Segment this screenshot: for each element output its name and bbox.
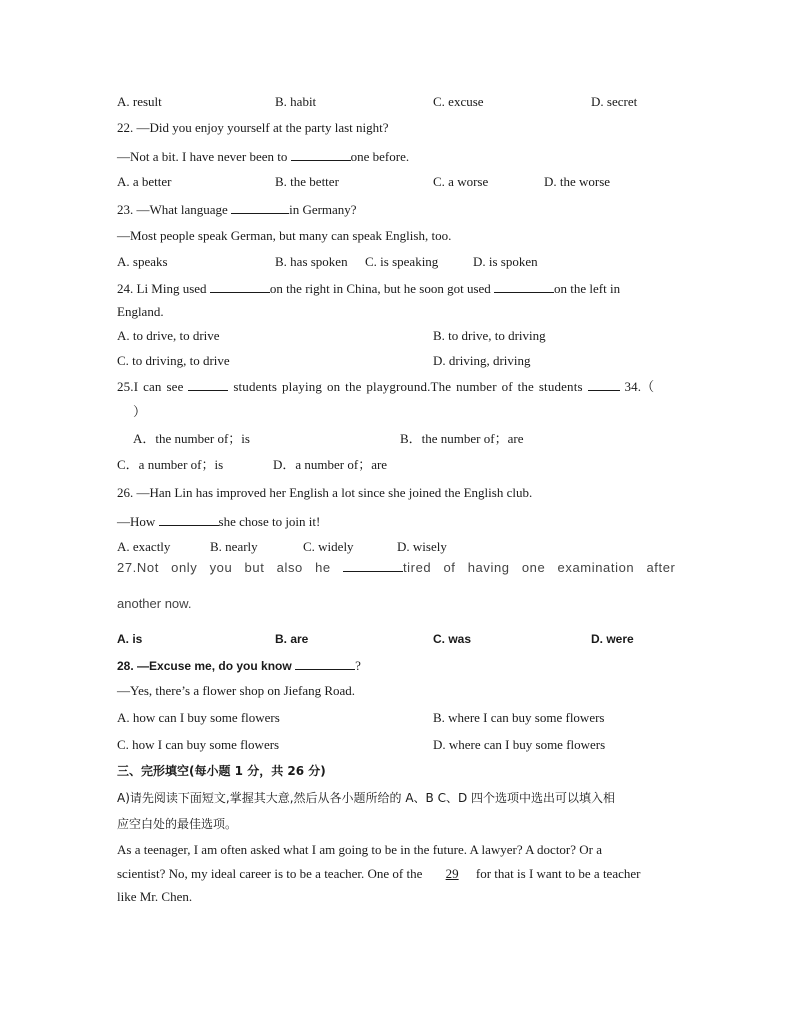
q25-stem-a: 25.I can see [117, 379, 189, 394]
q25-option-b[interactable]: B．the number of；are [400, 431, 524, 446]
q23-stem [117, 201, 357, 218]
passage-line3: like Mr. Chen. [117, 889, 193, 904]
q21-option-c[interactable]: C. excuse [433, 94, 484, 109]
q28-option-c[interactable]: C. how I can buy some flowers [117, 737, 280, 752]
q23-stem-pre: 23. —What language [117, 202, 232, 217]
q26-stem: 26. —Han Lin has improved her English a lot since she joined the English club. [117, 485, 533, 500]
q23-reply: —Most people speak German, but many can speak English, too. [117, 228, 452, 243]
q26-option-d[interactable]: D. wisely [397, 539, 447, 554]
q27-option-d[interactable]: D. were [591, 632, 634, 646]
q26-reply-post: she chose to join it! [218, 514, 321, 529]
q25-stem-c: 34.（ [619, 379, 655, 394]
q25-option-c[interactable]: C．a number of；is [117, 457, 224, 472]
q28-stem [117, 657, 361, 674]
q22-option-d[interactable]: D. the worse [544, 174, 611, 189]
passage-line2-pre: scientist? No, my ideal career is to be a teacher. One of the [117, 866, 426, 881]
q26-option-b[interactable]: B. nearly [210, 539, 258, 554]
section-heading: 三、完形填空(每小题 1 分，共 26 分) [117, 764, 326, 778]
q27-stem-pre: 27.Not only you but also he [117, 560, 343, 575]
q21-option-b[interactable]: B. habit [275, 94, 317, 109]
q28-stem-pre: 28. —Excuse me, do you know [117, 659, 296, 673]
q28-option-b[interactable]: B. where I can buy some flowers [433, 710, 605, 725]
q24-option-d[interactable]: D. driving, driving [433, 353, 531, 368]
q24-blank-2[interactable] [494, 280, 554, 293]
q22-option-b[interactable]: B. the better [275, 174, 339, 189]
q28-option-a[interactable]: A. how can I buy some flowers [117, 710, 280, 725]
passage-line2-post: for that is I want to be a teacher [472, 866, 641, 881]
q28-stem-post: ? [355, 658, 361, 673]
q27-option-a[interactable]: A. is [117, 632, 143, 646]
q22-blank[interactable] [291, 148, 351, 161]
q25-stem-continued: ） [133, 404, 147, 419]
q24-stem [117, 280, 620, 297]
passage-blank-29[interactable]: 29 [445, 866, 459, 881]
q24-option-c[interactable]: C. to driving, to drive [117, 353, 230, 368]
q25-option-d[interactable]: D．a number of；are [273, 457, 388, 472]
q21-option-d[interactable]: D. secret [591, 94, 638, 109]
q26-reply-pre: —How [117, 514, 159, 529]
q25-stem [117, 378, 654, 395]
q25-option-a[interactable]: A．the number of；is [133, 431, 250, 446]
q28-reply: —Yes, there’s a flower shop on Jiefang Road. [117, 683, 356, 698]
q24-blank-1[interactable] [210, 280, 270, 293]
section-instruction-line1: A)请先阅读下面短文,掌握其大意,然后从各小题所给的 A、B C、D 四个选项中选出可以填入相 [117, 791, 616, 805]
q22-stem: 22. —Did you enjoy yourself at the party last night? [117, 120, 389, 135]
q28-option-d[interactable]: D. where can I buy some flowers [433, 737, 606, 752]
q25-blank-1[interactable] [188, 378, 228, 391]
q27-stem-continued: another now. [117, 596, 192, 611]
q24-option-b[interactable]: B. to drive, to driving [433, 328, 546, 343]
q23-option-d[interactable]: D. is spoken [473, 254, 538, 269]
q23-option-c[interactable]: C. is speaking [365, 254, 439, 269]
passage-line2 [117, 866, 640, 882]
q22-option-c[interactable]: C. a worse [433, 174, 489, 189]
q25-blank-2[interactable] [588, 378, 620, 391]
q24-stem-continued: England. [117, 304, 164, 319]
q23-stem-post: in Germany? [289, 202, 357, 217]
q25-stem-b: students playing on the playground.The number of the students [228, 379, 588, 394]
q23-option-a[interactable]: A. speaks [117, 254, 168, 269]
q22-reply-post: one before. [350, 149, 410, 164]
q28-blank[interactable] [295, 657, 355, 670]
q22-reply [117, 148, 409, 165]
q21-option-a[interactable]: A. result [117, 94, 162, 109]
q27-option-b[interactable]: B. are [275, 632, 309, 646]
q24-stem-c: on the left in [554, 281, 621, 296]
q26-option-c[interactable]: C. widely [303, 539, 354, 554]
q27-stem [117, 559, 675, 576]
q27-option-c[interactable]: C. was [433, 632, 472, 646]
q27-stem-post: tired of having one examination after [402, 560, 676, 575]
section-instruction-line2: 应空白处的最佳选项。 [117, 817, 238, 831]
q22-reply-pre: —Not a bit. I have never been to [117, 149, 291, 164]
passage-line1: As a teenager, I am often asked what I am going to be in the future. A lawyer? A doctor? Or a [117, 842, 603, 857]
q24-stem-a: 24. Li Ming used [117, 281, 210, 296]
q23-blank[interactable] [231, 201, 289, 214]
q23-option-b[interactable]: B. has spoken [275, 254, 348, 269]
q24-option-a[interactable]: A. to drive, to drive [117, 328, 220, 343]
q26-reply [117, 513, 320, 530]
q27-blank[interactable] [343, 559, 403, 572]
q26-option-a[interactable]: A. exactly [117, 539, 171, 554]
q22-option-a[interactable]: A. a better [117, 174, 172, 189]
q24-stem-b: on the right in China, but he soon got used [269, 281, 495, 296]
q26-blank[interactable] [159, 513, 219, 526]
